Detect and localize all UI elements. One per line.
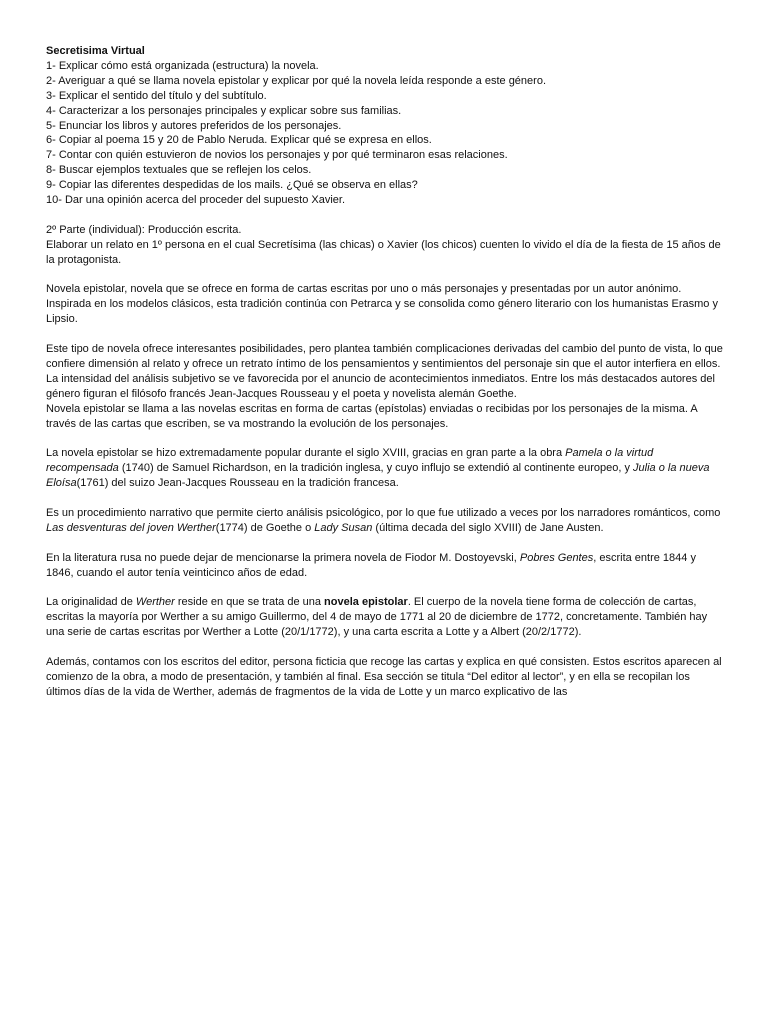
paragraph-definition: Novela epistolar, novela que se ofrece en forma de cartas escritas por uno o más personajes y presentadas por un autor anónimo. Inspirada en los modelos clásicos, esta tradición continúa con Petrarca y se consolida como género literario con los humanistas Erasmo y Lipsio. (46, 283, 718, 326)
question-item: 9- Copiar las diferentes despedidas de los mails. ¿Qué se observa en ellas? (46, 179, 418, 192)
question-item: 3- Explicar el sentido del título y del subtítulo. (46, 89, 267, 102)
text-run: reside en que se trata de una (174, 596, 325, 609)
question-item: 2- Averiguar a qué se llama novela epistolar y explicar por qué la novela leída responde a este género. (46, 74, 547, 87)
paragraph-werther (46, 595, 726, 640)
paragraph-editor: Además, contamos con los escritos del editor, persona ficticia que recoge las cartas y explica en qué consisten. Estos escritos aparecen al comienzo de la obra, a modo de presentación, y también al final. Esa sección se titula “Del editor al lector”, y en ella se recopilan los últimos días de la vida de Werther, además de fragmentos de la vida de Lotte y un marco explicativo de las (46, 656, 722, 698)
paragraph-epistolar-definition: Novela epistolar se llama a las novelas escritas en forma de cartas (epístolas) enviadas o recibidas por los personajes de la misma. A través de las cartas que escriben, se va mostrando la evolución de los personajes. (46, 402, 698, 430)
document-page (46, 44, 726, 700)
book-title: Pamela o la virtud recompensada (46, 447, 654, 475)
book-title: Lady Susan (314, 521, 373, 534)
paragraph-eighteenth-century (46, 446, 726, 491)
question-item: 10- Dar una opinión acerca del proceder del supuesto Xavier. (46, 194, 346, 207)
book-title: Pobres Gentes (519, 551, 594, 564)
book-title: Werther (135, 596, 175, 609)
text-run: (1761) del suizo Jean-Jacques Rousseau en la tradición francesa. (76, 477, 399, 490)
text-run: La novela epistolar se hizo extremadamente popular durante el siglo XVIII, gracias en gran parte a la obra (46, 447, 566, 460)
text-run: (1740) de Samuel Richardson, en la tradición inglesa, y cuyo influjo se extendió al continente europeo, y (118, 462, 634, 475)
part2-heading: 2º Parte (individual): Producción escrita. (46, 223, 242, 236)
text-run: (1774) de Goethe o (215, 521, 315, 534)
question-item: 6- Copiar al poema 15 y 20 de Pablo Neruda. Explicar qué se expresa en ellos. (46, 134, 432, 147)
book-title: Julia o la nueva Eloísa (46, 462, 710, 490)
paragraph-romantic (46, 506, 726, 536)
text-run: (última decada del siglo XVIII) de Jane Austen. (372, 521, 604, 534)
text-run: Es un procedimiento narrativo que permite cierto análisis psicológico, por lo que fue utilizado a veces por los narradores románticos, como (46, 507, 721, 520)
paragraph-russian (46, 551, 726, 581)
question-item: 8- Buscar ejemplos textuales que se reflejen los celos. (46, 164, 312, 177)
question-item: 4- Caracterizar a los personajes principales y explicar sobre sus familias. (46, 104, 402, 117)
paragraph-possibilities: Este tipo de novela ofrece interesantes posibilidades, pero plantea también complicaciones derivadas del cambio del punto de vista, lo que confiere dimensión al relato y ofrece un retrato íntimo de los pensamientos y sentimientos del personaje sin que el autor interfiera en ellos. La intensidad del análisis subjetivo se ve favorecida por el anuncio de acontecimientos inmediatos. Entre los más destacados autores del género figuran el filósofo francés Jean-Jacques Rousseau y el poeta y novelista alemán Goethe. (46, 343, 723, 400)
question-item: 5- Enunciar los libros y autores preferidos de los personajes. (46, 119, 342, 132)
question-item: 1- Explicar cómo está organizada (estructura) la novela. (46, 59, 319, 72)
text-run: La originalidad de (46, 596, 136, 609)
part2-instruction: Elaborar un relato en 1º persona en el cual Secretísima (las chicas) o Xavier (los chicos) cuenten lo vivido el día de la fiesta de 15 años de la protagonista. (46, 238, 721, 266)
document-title: Secretisima Virtual (46, 45, 145, 57)
text-run: En la literatura rusa no puede dejar de mencionarse la primera novela de Fiodor M. Dostoyevski, (46, 551, 520, 564)
book-title: Las desventuras del joven Werther (46, 521, 216, 534)
text-run: . El cuerpo de la novela tiene forma de colección de cartas, escritas la mayoría por Werther a su amigo Guillermo, del 4 de mayo de 1771 al 20 de diciembre de 1772, concretamente. También hay una serie de cartas escritas por Werther a Lotte (20/1/1772), y una carta escrita a Lotte y a Albert (20/2/1772). (46, 596, 708, 639)
question-item: 7- Contar con quién estuvieron de novios los personajes y por qué terminaron esas relaciones. (46, 149, 508, 162)
text-run: , escrita entre 1844 y 1846, cuando el autor tenía veinticinco años de edad. (46, 551, 696, 579)
question-list (46, 59, 726, 208)
bold-term: novela epistolar (324, 596, 408, 609)
